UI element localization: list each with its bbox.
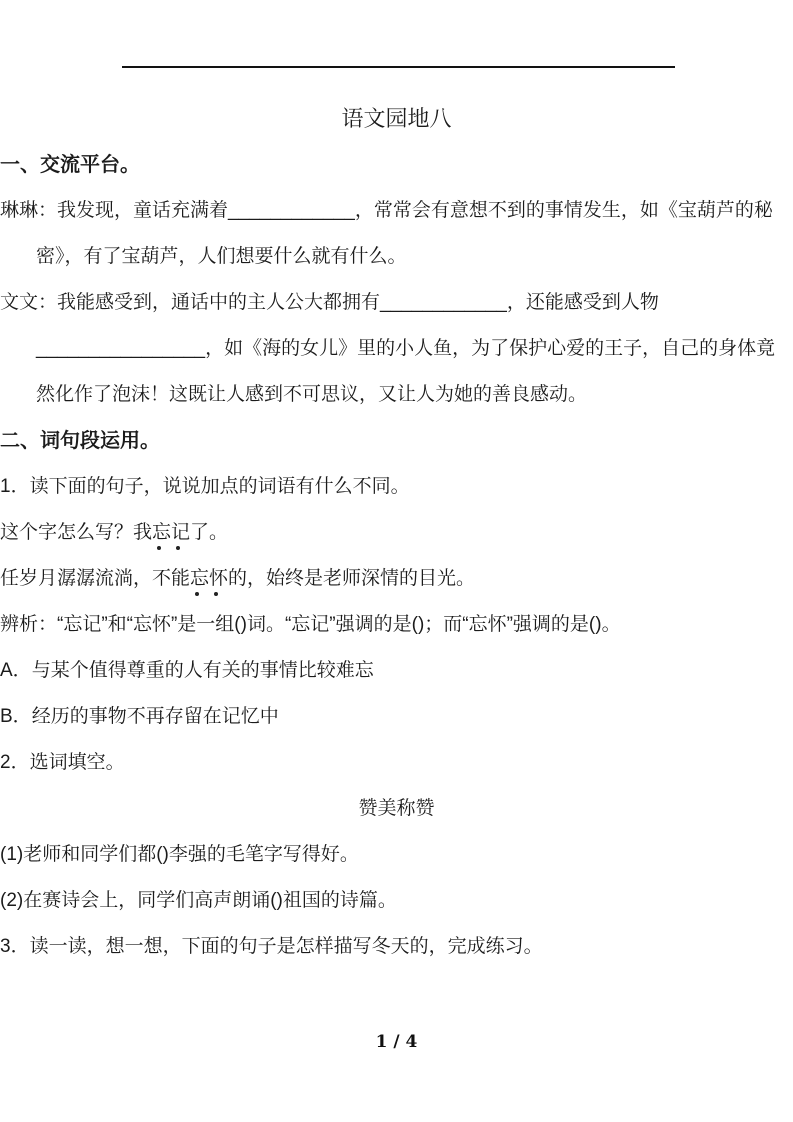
- speaker-text-1: 我发现，童话充满着____________，常常会有意想不到的事情发生，如《宝葫芦的秘密》，有了宝葫芦，人们想要什么就有什么。: [36, 200, 773, 267]
- item-3-number: 3．: [0, 936, 30, 957]
- fill-blank-1: [0, 832, 793, 878]
- speaker-name-1: 琳琳：: [0, 200, 58, 221]
- fill-blank-2: [0, 878, 793, 924]
- sentence-1-emphasized-word: 忘记: [152, 522, 191, 543]
- item-2-prompt: [0, 740, 793, 786]
- sentence-1-post: 了。: [190, 522, 229, 543]
- analysis-text: 辨析：“忘记”和“忘怀”是一组()词。“忘记”强调的是()；而“忘怀”强调的是()。: [0, 614, 621, 635]
- section2-heading: 二、词句段运用。: [0, 430, 160, 452]
- option-a: [0, 648, 793, 694]
- option-b-label: B．: [0, 706, 32, 727]
- item-3-prompt-text: 读一读，想一想，下面的句子是怎样描写冬天的，完成练习。: [29, 936, 543, 957]
- sentence-2-emphasized-word: 忘怀: [190, 568, 229, 589]
- fill-blank-2-label: (2): [0, 890, 24, 911]
- section1-heading: 一、交流平台。: [0, 154, 140, 176]
- item-1-number: 1．: [0, 476, 30, 497]
- option-b: [0, 694, 793, 740]
- sentence-2-post: 的，始终是老师深情的目光。: [228, 568, 476, 589]
- item-3-prompt: [0, 924, 793, 970]
- fill-blank-1-label: (1): [0, 844, 24, 865]
- fill-blank-2-text: 在赛诗会上，同学们高声朗诵()祖国的诗篇。: [23, 890, 397, 911]
- page-title: 语文园地八: [341, 106, 452, 131]
- option-a-label: A．: [0, 660, 32, 681]
- item-1-prompt-text: 读下面的句子，说说加点的词语有什么不同。: [29, 476, 410, 497]
- sentence-2-pre: 任岁月潺潺流淌，不能: [0, 568, 191, 589]
- option-a-text: 与某个值得尊重的人有关的事情比较难忘: [31, 660, 374, 681]
- speaker-name-2: 文文：: [0, 292, 58, 313]
- example-sentence-2: [0, 556, 793, 602]
- option-b-text: 经历的事物不再存留在记忆中: [31, 706, 279, 727]
- item-2-prompt-text: 选词填空。: [29, 752, 125, 773]
- item-1-prompt: [0, 464, 793, 510]
- sentence-1-pre: 这个字怎么写？我: [0, 522, 153, 543]
- fill-blank-1-text: 老师和同学们都()李强的毛笔字写得好。: [23, 844, 359, 865]
- worksheet-content: [0, 68, 793, 970]
- speaker-text-2: 我能感受到，通话中的主人公大都拥有____________，还能感受到人物________________，如《海的女儿》里的小人鱼，为了保护心爱的王子，自己的身体竟然化作了泡沫！这既让人感到不可思议，又让人为她的善良感动。: [36, 292, 776, 405]
- example-sentence-1: [0, 510, 793, 556]
- dialogue-line-1: [0, 188, 793, 280]
- dialogue-line-2: [0, 280, 793, 418]
- item-2-number: 2．: [0, 752, 30, 773]
- word-bank: 赞美称赞: [358, 798, 435, 819]
- page-number: 1 / 4: [375, 1032, 418, 1052]
